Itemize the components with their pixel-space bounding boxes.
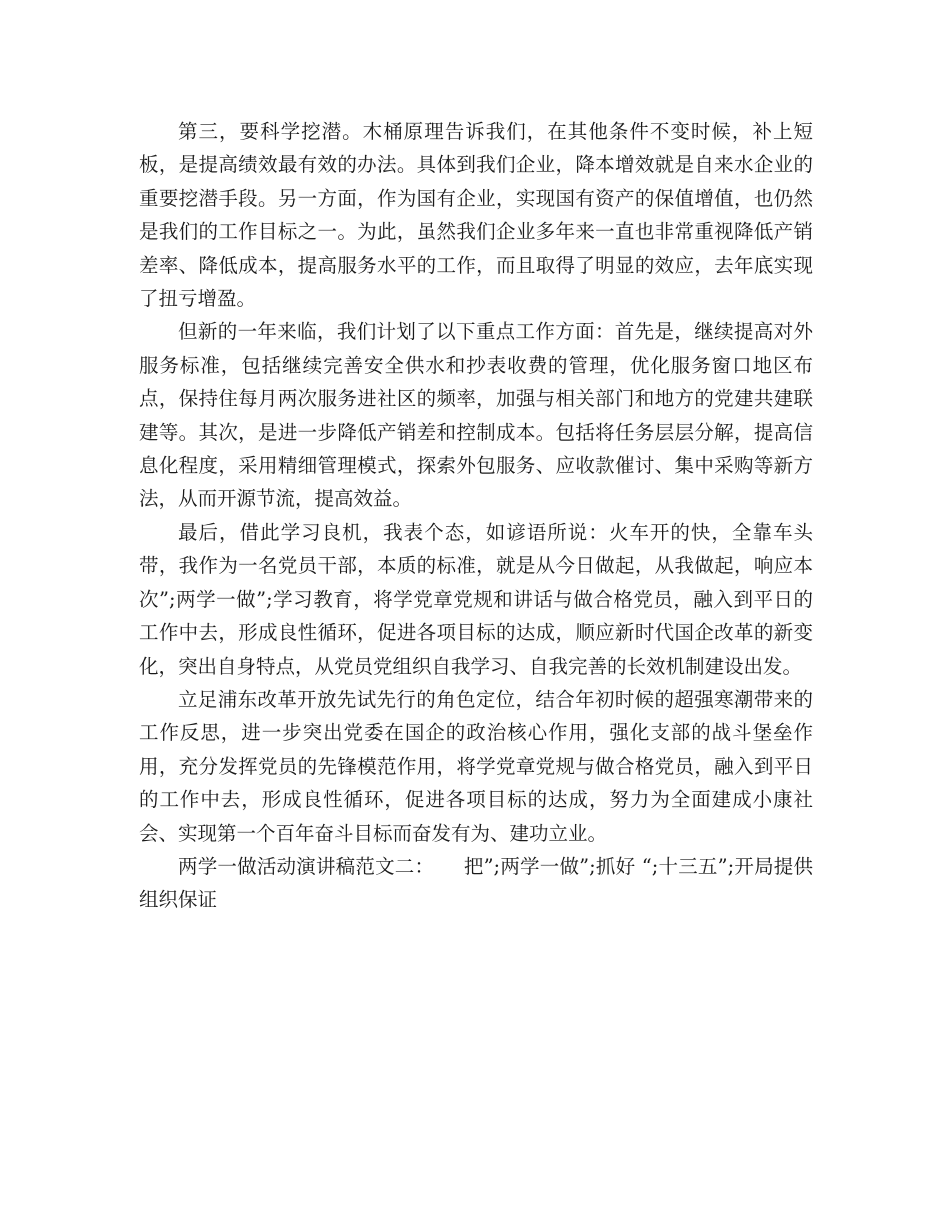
paragraph-1: 第三，要科学挖潜。木桶原理告诉我们，在其他条件不变时候，补上短板，是提高绩效最有效的办法。具体到我们企业，降本增效就是自来水企业的重要挖潜手段。另一方面，作为国有企业，实现国有资产的保值增值，也仍然是我们的工作目标之一。为此，虽然我们企业多年来一直也非常重视降低产销差率、降低成本，提高服务水平的工作，而且取得了明显的效应，去年底实现了扭亏增盈。 — [139, 120, 813, 311]
paragraph-4: 立足浦东改革开放先试先行的角色定位，结合年初时候的超强寒潮带来的工作反思，进一步突出党委在国企的政治核心作用，强化支部的战斗堡垒作用，充分发挥党员的先锋模范作用，将学党章党规与做合格党员，融入到平日的工作中去，形成良性循环，促进各项目标的达成，努力为全面建成小康社会、实现第一个百年奋斗目标而奋发有为、建功立业。 — [139, 687, 813, 845]
document-body — [139, 115, 813, 917]
paragraph-5: 两学一做活动演讲稿范文二： 把”;两学一做”;抓好 “;十三五”;开局提供组织保证 — [139, 854, 813, 912]
paragraph-3: 最后，借此学习良机，我表个态，如谚语所说：火车开的快，全靠车头带，我作为一名党员干部，本质的标准，就是从今日做起，从我做起，响应本次”;两学一做”;学习教育，将学党章党规和讲话与做合格党员，融入到平日的工作中去，形成良性循环，促进各项目标的达成，顺应新时代国企改革的新变化，突出自身特点，从党员党组织自我学习、自我完善的长效机制建设出发。 — [139, 520, 813, 678]
paragraph-2: 但新的一年来临，我们计划了以下重点工作方面：首先是，继续提高对外服务标准，包括继续完善安全供水和抄表收费的管理，优化服务窗口地区布点，保持住每月两次服务进社区的频率，加强与相关部门和地方的党建共建联建等。其次，是进一步降低产销差和控制成本。包括将任务层层分解，提高信息化程度，采用精细管理模式，探索外包服务、应收款催讨、集中采购等新方法，从而开源节流，提高效益。 — [139, 320, 813, 511]
